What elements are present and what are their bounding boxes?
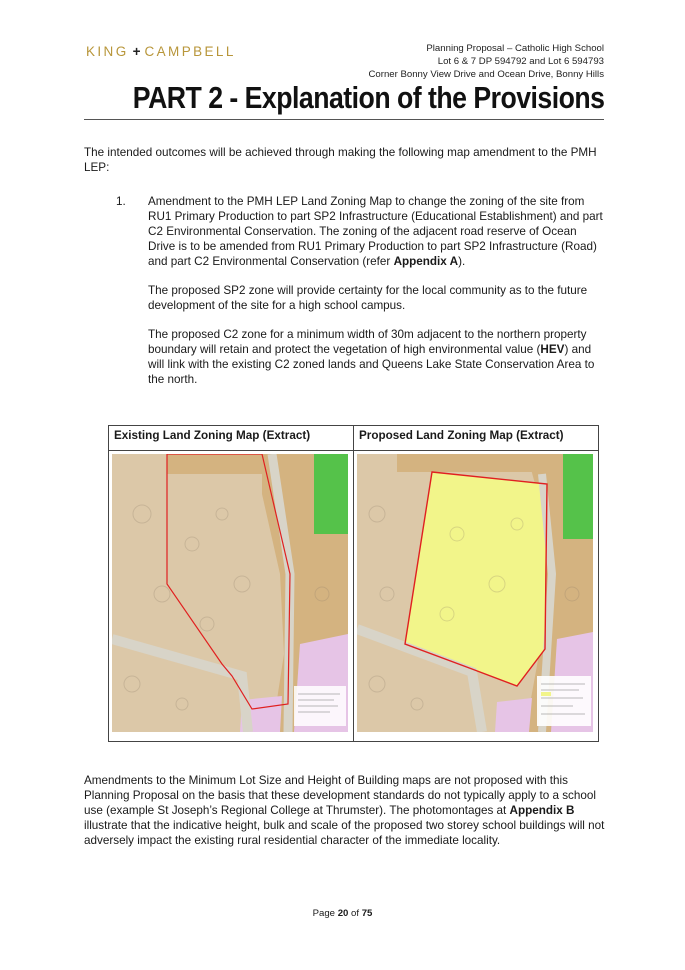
page-number: 20 xyxy=(337,908,349,919)
proposed-zoning-map xyxy=(357,454,593,732)
existing-zoning-map xyxy=(112,454,348,732)
logo-text-campbell: CAMPBELL xyxy=(144,44,236,59)
legend-sp2-swatch xyxy=(541,692,551,696)
appendix-b-ref: Appendix B xyxy=(509,804,575,817)
header-address: Corner Bonny View Drive and Ocean Drive, Bonny Hills xyxy=(368,69,604,80)
document-header xyxy=(368,42,604,81)
page-title: PART 2 - Explanation of the Provisions xyxy=(132,80,604,115)
logo-text-king: KING xyxy=(86,44,129,59)
hev-ref: HEV xyxy=(540,343,565,356)
rural-zone-north xyxy=(397,454,532,472)
logo-plus: + xyxy=(132,44,141,59)
company-logo xyxy=(86,44,236,59)
list-number: 1. xyxy=(116,195,126,208)
amendment-paragraph-3: The proposed C2 zone for a minimum width of 30m adjacent to the northern property boundary will retain and protect the vegetation of high environmental value (HEV) and will link with the existing C2 zoned lands and Queens Lake State Conservation Area to the north. xyxy=(148,328,595,386)
existing-zoning-map-cell xyxy=(109,451,354,742)
page-total: 75 xyxy=(361,908,373,919)
map-legend xyxy=(537,676,591,726)
c2-zone xyxy=(563,454,593,539)
page-footer: Page 20 of 75 xyxy=(312,908,373,919)
residential-zone-south xyxy=(495,698,532,732)
proposed-map-heading: Proposed Land Zoning Map (Extract) xyxy=(354,426,599,451)
amendment-paragraph-1: Amendment to the PMH LEP Land Zoning Map to change the zoning of the site from RU1 Primary Production to part SP2 Infrastructure (Educational Establishment) and part C2 Environmental Conservation. The zoning of the adjacent road reserve of Ocean Drive is to be amended from RU1 Primary Production to part SP2 Infrastructure (Road) and part C2 Environmental Conservation (refer Appendix A). xyxy=(148,195,603,268)
rural-zone-north xyxy=(167,454,262,474)
intro-paragraph: The intended outcomes will be achieved through making the following map amendment to the PMH LEP: xyxy=(84,146,597,174)
amendment-list-item xyxy=(116,194,606,401)
header-project-title: Planning Proposal – Catholic High School xyxy=(426,43,604,54)
title-divider xyxy=(84,119,604,120)
header-lot-details: Lot 6 & 7 DP 594792 and Lot 6 594793 xyxy=(437,56,604,67)
existing-map-heading: Existing Land Zoning Map (Extract) xyxy=(109,426,354,451)
proposed-zoning-map-cell xyxy=(354,451,599,742)
zoning-maps-table xyxy=(108,425,599,742)
c2-zone xyxy=(314,454,348,534)
amendment-paragraph-2: The proposed SP2 zone will provide certainty for the local community as to the future development of the site for a high school campus. xyxy=(148,284,588,312)
closing-paragraph: Amendments to the Minimum Lot Size and Height of Building maps are not proposed with this Planning Proposal on the basis that these development standards do not typically apply to a school use (example St Joseph’s Regional College at Thrumster). The photomontages at Appendix B illustrate that the indicative height, bulk and scale of the proposed two storey school buildings will not adversely impact the existing rural residential character of the immediate locality. xyxy=(84,774,605,847)
appendix-a-ref: Appendix A xyxy=(393,255,459,268)
